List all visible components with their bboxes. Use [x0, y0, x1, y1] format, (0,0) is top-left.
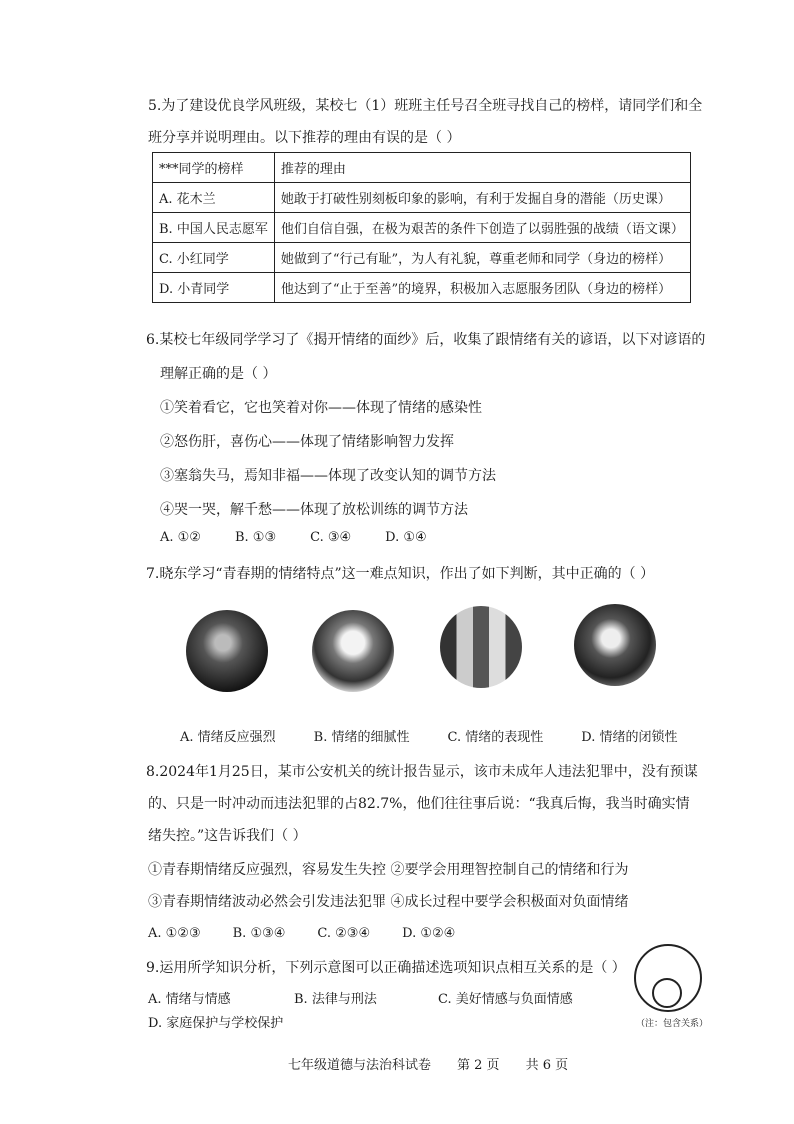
table-cell: 他达到了“止于至善”的境界，积极加入志愿服务团队（身边的榜样） [274, 273, 690, 303]
table-row [153, 213, 691, 243]
question-9-choices-row-2 [148, 1014, 283, 1034]
question-6-option-1: ①笑着看它，它也笑着对你——体现了情绪的感染性 [160, 400, 482, 416]
choice-a: A. ①② [160, 530, 201, 545]
choice-a: A. 情绪反应强烈 [180, 730, 276, 745]
table-header-cell: 推荐的理由 [274, 153, 690, 183]
choice-b: B. ①③④ [232, 926, 286, 941]
table-cell: A. 花木兰 [153, 183, 275, 213]
footer-page-number: 第 2 页 [457, 1058, 500, 1073]
footer-subject: 七年级道德与法治科试卷 [288, 1058, 432, 1073]
choice-c: C. 情绪的表现性 [447, 730, 544, 745]
table-row [153, 243, 691, 273]
question-9-choices-row-1 [148, 990, 573, 1010]
table-cell: 她敢于打破性别刻板印象的影响，有利于发掘自身的潜能（历史课） [274, 183, 690, 213]
choice-a: A. 情绪与情感 [148, 992, 231, 1007]
question-6-option-3: ③塞翁失马，焉知非福——体现了改变认知的调节方法 [160, 468, 496, 484]
question-5-line-1: 5.为了建设优良学风班级，某校七（1）班班主任号召全班寻找自己的榜样，请同学们和全 [148, 98, 703, 114]
table-row [153, 273, 691, 303]
table-cell: C. 小红同学 [153, 243, 275, 273]
choice-c: C. 美好情感与负面情感 [438, 992, 573, 1007]
question-8-line-1: 8.2024年1月25日，某市公安机关的统计报告显示，该市未成年人违法犯罪中，没有预谋 [146, 764, 698, 780]
question-6-option-4: ④哭一哭，解千愁——体现了放松训练的调节方法 [160, 502, 468, 518]
photo-emotion-c [440, 606, 522, 688]
question-8-line-5: ③青春期情绪波动必然会引发违法犯罪 ④成长过程中要学会积极面对负面情绪 [148, 894, 629, 910]
choice-a: A. ①②③ [148, 926, 201, 941]
choice-d: D. 家庭保护与学校保护 [148, 1016, 284, 1031]
venn-inner-circle [652, 978, 682, 1008]
choice-c: C. ③④ [310, 530, 352, 545]
table-header-row [153, 153, 691, 183]
footer-total-pages: 共 6 页 [525, 1058, 569, 1073]
question-7-line-1: 7.晓东学习“青春期的情绪特点”这一难点知识，作出了如下判断，其中正确的（ ） [146, 566, 655, 582]
table-cell: 他们自信自强，在极为艰苦的条件下创造了以弱胜强的战绩（语文课） [274, 213, 690, 243]
choice-d: D. ①②④ [402, 926, 456, 941]
question-8-choices [148, 924, 487, 944]
table-cell: B. 中国人民志愿军 [153, 213, 275, 243]
role-model-table [152, 152, 691, 303]
question-6-choices [160, 528, 461, 548]
choice-b: B. 情绪的细腻性 [313, 730, 410, 745]
photo-emotion-b [312, 610, 394, 692]
table-row [153, 183, 691, 213]
photo-emotion-a [186, 610, 268, 692]
choice-d: D. ①④ [385, 530, 427, 545]
question-7-choices [180, 728, 715, 748]
page-footer [288, 1054, 594, 1073]
choice-b: B. ①③ [234, 530, 277, 545]
question-9-line-1: 9.运用所学知识分析，下列示意图可以正确描述选项知识点相互关系的是（ ） [146, 960, 626, 976]
table-cell: 她做到了“行己有耻”，为人有礼貌，尊重老师和同学（身边的榜样） [274, 243, 690, 273]
question-6-line-2: 理解正确的是（ ） [160, 366, 277, 382]
table-cell: D. 小青同学 [153, 273, 275, 303]
choice-b: B. 法律与刑法 [294, 992, 377, 1007]
question-8-line-3: 绪失控。”这告诉我们（ ） [148, 828, 307, 844]
photo-emotion-d [574, 604, 656, 686]
table-header-cell: ***同学的榜样 [153, 153, 275, 183]
venn-note: （注：包含关系） [636, 1019, 709, 1029]
question-8-line-2: 的、只是一时冲动而违法犯罪的占82.7%，他们往往事后说：“我真后悔，我当时确实情 [148, 796, 690, 812]
question-6-option-2: ②怒伤肝，喜伤心——体现了情绪影响智力发挥 [160, 434, 454, 450]
choice-c: C. ②③④ [317, 926, 371, 941]
question-6-line-1: 6.某校七年级同学学习了《揭开情绪的面纱》后，收集了跟情绪有关的谚语，以下对谚语的 [146, 332, 706, 348]
choice-d: D. 情绪的闭锁性 [581, 730, 678, 745]
question-8-line-4: ①青春期情绪反应强烈，容易发生失控 ②要学会用理智控制自己的情绪和行为 [148, 862, 629, 878]
question-5-line-2: 班分享并说明理由。以下推荐的理由有误的是（ ） [148, 130, 461, 146]
